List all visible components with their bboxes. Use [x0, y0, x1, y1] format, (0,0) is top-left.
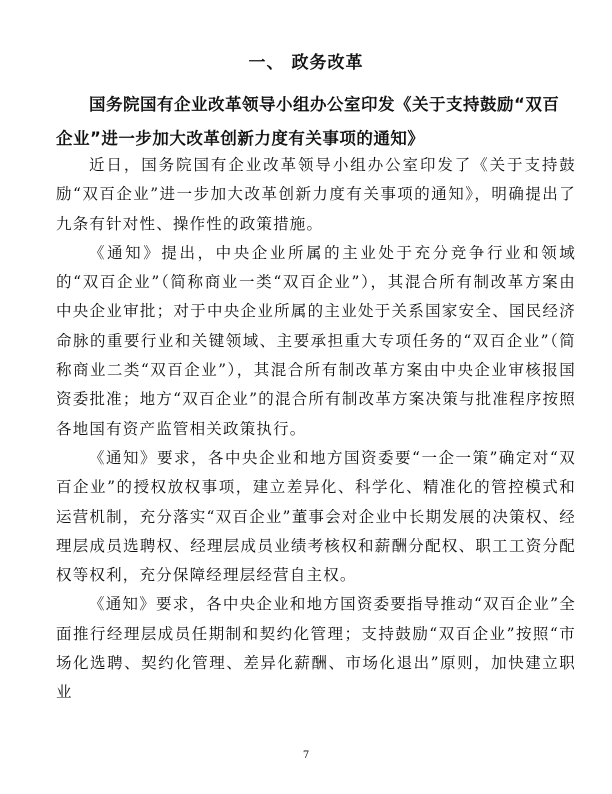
paragraph-intro: 近日，国务院国有企业改革领导小组办公室印发了《关于支持鼓励“双百企业”进一步加大改革创新力度有关事项的通知》，明确提出了九条有针对性、操作性的政策措施。: [56, 156, 576, 233]
paragraph-management: 《通知》要求，各中央企业和地方国资委要指导推动“双百企业”全面推行经理层成员任期制和契约化管理；支持鼓励“双百企业”按照“市场化选聘、契约化管理、差异化薪酬、市场化退出”原则，加快建立职业: [56, 595, 576, 702]
article-body: [56, 151, 576, 708]
page-number: 7: [302, 750, 310, 761]
article-title: 国务院国有企业改革领导小组办公室印发《关于支持鼓励“双百企业”进一步加大改革创新力度有关事项的通知》: [56, 95, 560, 148]
paragraph-approval: 《通知》提出，中央企业所属的主业处于充分竞争行业和领域的“双百企业”（简称商业一类“双百企业”），其混合所有制改革方案由中央企业审批；对于中央企业所属的主业处于关系国家安全、国民经济命脉的重要行业和关键领域、主要承担重大专项任务的“双百企业”（简称商业二类“双百企业”），其混合所有制改革方案由中央企业审核报国资委批准；地方“双百企业”的混合所有制改革方案决策与批准程序按照各地国有资产监管相关政策执行。: [56, 243, 576, 438]
section-heading: 一、 政务改革: [248, 53, 364, 73]
paragraph-authorization: 《通知》要求，各中央企业和地方国资委要“一企一策”确定对“双百企业”的授权放权事项，建立差异化、科学化、精准化的管控模式和运营机制，充分落实“双百企业”董事会对企业中长期发展的决策权、经理层成员选聘权、经理层成员业绩考核权和薪酬分配权、职工工资分配权等权利，充分保障经理层经营自主权。: [56, 448, 576, 585]
